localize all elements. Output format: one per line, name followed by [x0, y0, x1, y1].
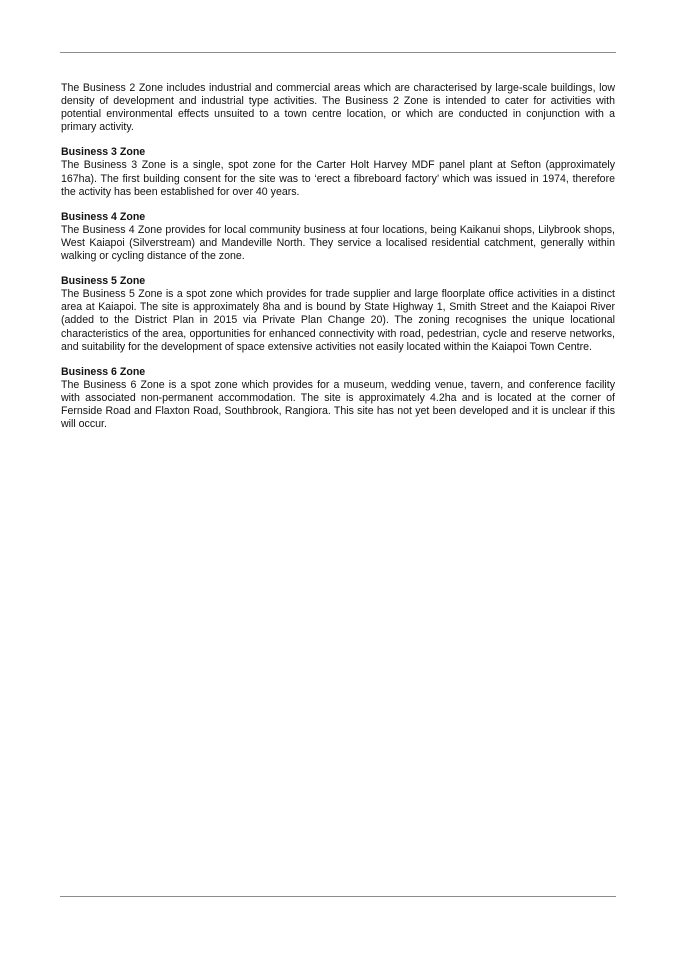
- document-body: [61, 82, 615, 431]
- section-paragraph: The Business 6 Zone is a spot zone which provides for a museum, wedding venue, tavern, and conference facility with associated non-permanent accommodation. The site is approximately 4.2ha and is located at the corner of Fernside Road and Flaxton Road, Southbrook, Rangiora. This site has not yet been developed and it is unclear if this will occur.: [61, 378, 615, 431]
- header-rule: [60, 52, 616, 53]
- intro-paragraph: The Business 2 Zone includes industrial and commercial areas which are characterised by large-scale buildings, low density of development and industrial type activities. The Business 2 Zone is intended to cater for activities with potential environmental effects unsuited to a town centre location, or which are conducted in conjunction with a primary activity.: [61, 82, 615, 134]
- footer-rule: [60, 896, 616, 897]
- section-heading: Business 6 Zone: [61, 365, 146, 378]
- section-business-5: [61, 275, 615, 354]
- section-paragraph: The Business 5 Zone is a spot zone which provides for trade supplier and large floorplate office activities in a distinct area at Kaiapoi. The site is approximately 8ha and is bound by State Highway 1, Smith Street and the Kaiapoi River (added to the District Plan in 2015 via Private Plan Change 20). The zoning recognises the unique locational characteristics of the area, opportunities for enhanced connectivity with road, pedestrian, cycle and reserve networks, and suitability for the development of space extensive activities not easily located within the Kaiapoi Town Centre.: [61, 288, 615, 353]
- section-business-4: [61, 211, 615, 263]
- section-heading: Business 3 Zone: [61, 146, 146, 159]
- section-business-6: [61, 366, 615, 431]
- section-business-3: [61, 146, 615, 198]
- section-heading: Business 5 Zone: [61, 275, 146, 288]
- section-paragraph: The Business 4 Zone provides for local community business at four locations, being Kaikanui shops, Lilybrook shops, West Kaiapoi (Silverstream) and Mandeville North. They service a localised residential catchment, generally within walking or cycling distance of the zone.: [61, 223, 615, 263]
- section-paragraph: The Business 3 Zone is a single, spot zone for the Carter Holt Harvey MDF panel plant at Sefton (approximately 167ha). The first building consent for the site was to ‘erect a fibreboard factory’ which was issued in 1974, therefore the activity has been established for over 40 years.: [61, 159, 615, 198]
- section-heading: Business 4 Zone: [61, 210, 146, 223]
